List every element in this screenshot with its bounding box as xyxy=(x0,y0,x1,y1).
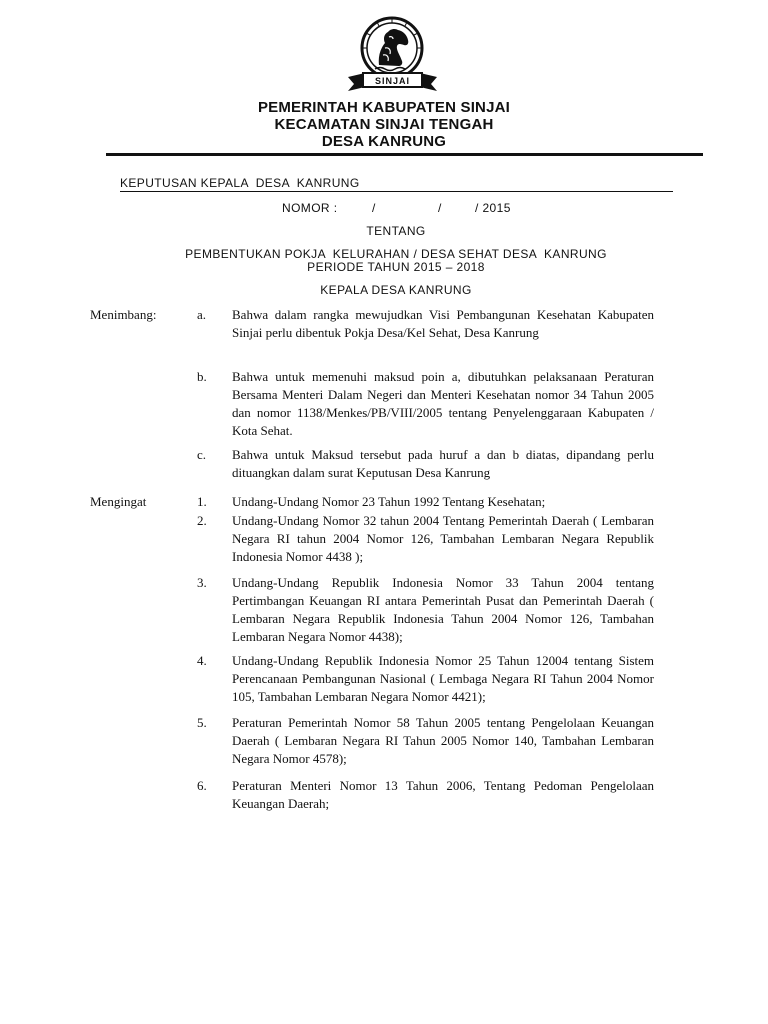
mengingat-item-1: Undang-Undang Nomor 23 Tahun 1992 Tentang Kesehatan; xyxy=(232,494,546,509)
header-divider xyxy=(106,153,703,156)
nomor-separator-1: / xyxy=(372,201,376,215)
header-village: DESA KANRUNG xyxy=(321,133,447,150)
menimbang-marker-b: b. xyxy=(197,369,207,384)
issuer-heading: KEPALA DESA KANRUNG xyxy=(320,283,472,297)
decree-subject-line-2: PERIODE TAHUN 2015 – 2018 xyxy=(307,260,485,274)
menimbang-item-b: Bahwa untuk memenuhi maksud poin a, dibutuhkan pelaksanaan Peraturan Bersama Menteri Dalam Negeri dan Menteri Kesehatan nomor 34 Tahun 2005 dan nomor 1138/Menkes/PB/VIII/2005 tentang Penyelenggaraan Kabupaten / Kota Sehat. xyxy=(232,369,654,438)
header-regency: PEMERINTAH KABUPATEN SINJAI xyxy=(257,99,511,116)
mengingat-marker-2: 2. xyxy=(197,513,207,528)
emblem-banner-text: SINJAI xyxy=(374,76,411,86)
nomor-year: / 2015 xyxy=(475,201,511,215)
tentang-heading: TENTANG xyxy=(366,224,426,238)
mengingat-marker-4: 4. xyxy=(197,653,207,668)
mengingat-marker-6: 6. xyxy=(197,778,207,793)
nomor-label: NOMOR : xyxy=(282,201,338,215)
sinjai-regency-emblem-icon xyxy=(345,15,440,95)
decree-title: KEPUTUSAN KEPALA DESA KANRUNG xyxy=(120,176,673,192)
menimbang-label: Menimbang: xyxy=(90,307,157,322)
decree-subject-line-1: PEMBENTUKAN POKJA KELURAHAN / DESA SEHAT DESA KANRUNG xyxy=(185,247,607,261)
nomor-separator-2: / xyxy=(438,201,442,215)
mengingat-item-6: Peraturan Menteri Nomor 13 Tahun 2006, Tentang Pedoman Pengelolaan Keuangan Daerah; xyxy=(232,778,654,811)
mengingat-item-3: Undang-Undang Republik Indonesia Nomor 33 Tahun 2004 tentang Pertimbangan Keuangan RI antara Pemerintah Pusat dan Pemerintah Daerah ( Lembaran Negara Republik Indonesia Tahun 2004 Nomor 126, Tambahan Lembaran Negara Nomor 4438); xyxy=(232,575,654,644)
menimbang-marker-a: a. xyxy=(197,307,207,322)
mengingat-item-2: Undang-Undang Nomor 32 tahun 2004 Tentang Pemerintah Daerah ( Lembaran Negara RI tahun 2004 Nomor 126, Tambahan Lembaran Negara Republik Indonesia Nomor 4438 ); xyxy=(232,513,654,564)
mengingat-marker-3: 3. xyxy=(197,575,207,590)
mengingat-item-5: Peraturan Pemerintah Nomor 58 Tahun 2005 tentang Pengelolaan Keuangan Daerah ( Lembaran Negara RI Tahun 2005 Nomor 140, Tambahan Lembaran Negara Nomor 4578); xyxy=(232,715,654,766)
mengingat-label: Mengingat xyxy=(90,494,147,509)
menimbang-item-c: Bahwa untuk Maksud tersebut pada huruf a dan b diatas, dipandang perlu dituangkan dalam surat Keputusan Desa Kanrung xyxy=(232,447,654,480)
mengingat-marker-1: 1. xyxy=(197,494,207,509)
menimbang-item-a: Bahwa dalam rangka mewujudkan Visi Pembangunan Kesehatan Kabupaten Sinjai perlu dibentuk Pokja Desa/Kel Sehat, Desa Kanrung xyxy=(232,307,654,340)
menimbang-marker-c: c. xyxy=(197,447,207,462)
header-district: KECAMATAN SINJAI TENGAH xyxy=(274,116,494,133)
mengingat-item-4: Undang-Undang Republik Indonesia Nomor 25 Tahun 12004 tentang Sistem Perencanaan Pembangunan Nasional ( Lembaga Negara RI Tahun 2004 Nomor 105, Tambahan Lembaran Negara Nomor 4421); xyxy=(232,653,654,704)
mengingat-marker-5: 5. xyxy=(197,715,207,730)
